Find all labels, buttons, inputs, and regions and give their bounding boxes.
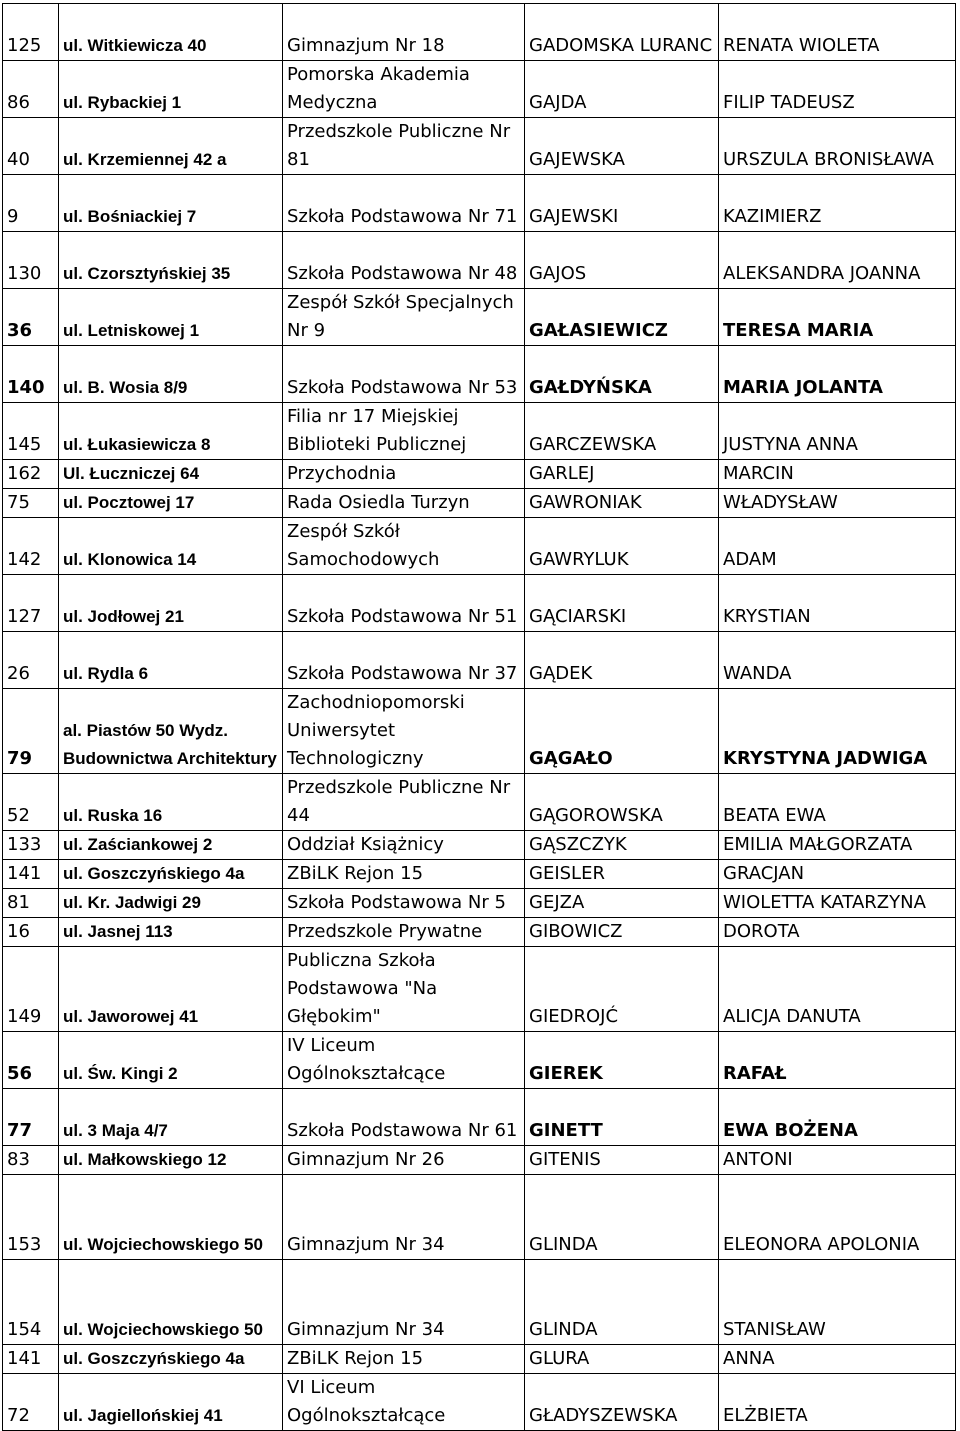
surname-cell: GEJZA xyxy=(525,889,719,918)
surname-cell: GAŁASIEWICZ xyxy=(525,289,719,346)
first-names-cell: BEATA EWA xyxy=(719,774,956,831)
institution-cell: ZBiLK Rejon 15 xyxy=(283,1345,525,1374)
table-row xyxy=(3,289,956,346)
street-cell: ul. Pocztowej 17 xyxy=(59,489,283,518)
row-number-cell: 79 xyxy=(3,689,59,774)
table-row xyxy=(3,947,956,1032)
first-names-cell: WIOLETTA KATARZYNA xyxy=(719,889,956,918)
table-row xyxy=(3,518,956,575)
first-names-cell: STANISŁAW xyxy=(719,1260,956,1345)
institution-cell: Oddział Książnicy xyxy=(283,831,525,860)
table-row xyxy=(3,1374,956,1431)
first-names-cell: EWA BOŻENA xyxy=(719,1089,956,1146)
first-names-cell: GRACJAN xyxy=(719,860,956,889)
table-row xyxy=(3,489,956,518)
row-number-cell: 145 xyxy=(3,403,59,460)
first-names-cell: MARCIN xyxy=(719,460,956,489)
street-cell: ul. Św. Kingi 2 xyxy=(59,1032,283,1089)
first-names-cell: ELŻBIETA xyxy=(719,1374,956,1431)
row-number-cell: 133 xyxy=(3,831,59,860)
row-number-cell: 9 xyxy=(3,175,59,232)
surname-cell: GĄGAŁO xyxy=(525,689,719,774)
street-cell: ul. 3 Maja 4/7 xyxy=(59,1089,283,1146)
surname-cell: GAWRONIAK xyxy=(525,489,719,518)
surname-cell: GĄDEK xyxy=(525,632,719,689)
institution-cell: Gimnazjum Nr 26 xyxy=(283,1146,525,1175)
surname-cell: GLINDA xyxy=(525,1260,719,1345)
row-number-cell: 125 xyxy=(3,4,59,61)
institution-cell: Zespół Szkół Specjalnych Nr 9 xyxy=(283,289,525,346)
surname-cell: GEISLER xyxy=(525,860,719,889)
table-row xyxy=(3,860,956,889)
first-names-cell: ELEONORA APOLONIA xyxy=(719,1175,956,1260)
row-number-cell: 149 xyxy=(3,947,59,1032)
row-number-cell: 72 xyxy=(3,1374,59,1431)
first-names-cell: URSZULA BRONISŁAWA xyxy=(719,118,956,175)
street-cell: ul. Klonowica 14 xyxy=(59,518,283,575)
table-row xyxy=(3,4,956,61)
first-names-cell: ANNA xyxy=(719,1345,956,1374)
table-row xyxy=(3,175,956,232)
street-cell: ul. Łukasiewicza 8 xyxy=(59,403,283,460)
table-row xyxy=(3,774,956,831)
institution-cell: VI Liceum Ogólnokształcące xyxy=(283,1374,525,1431)
first-names-cell: ADAM xyxy=(719,518,956,575)
surname-cell: GAJEWSKI xyxy=(525,175,719,232)
institution-cell: Pomorska Akademia Medyczna xyxy=(283,61,525,118)
institution-cell: Przedszkole Publiczne Nr 44 xyxy=(283,774,525,831)
table-row xyxy=(3,1032,956,1089)
surname-cell: GADOMSKA LURANC xyxy=(525,4,719,61)
row-number-cell: 52 xyxy=(3,774,59,831)
first-names-cell: EMILIA MAŁGORZATA xyxy=(719,831,956,860)
surname-cell: GITENIS xyxy=(525,1146,719,1175)
surname-cell: GARLEJ xyxy=(525,460,719,489)
row-number-cell: 154 xyxy=(3,1260,59,1345)
street-cell: ul. Krzemiennej 42 a xyxy=(59,118,283,175)
table-row xyxy=(3,632,956,689)
row-number-cell: 142 xyxy=(3,518,59,575)
street-cell: ul. Letniskowej 1 xyxy=(59,289,283,346)
surname-cell: GAJOS xyxy=(525,232,719,289)
street-cell: ul. Kr. Jadwigi 29 xyxy=(59,889,283,918)
institution-cell: Przedszkole Prywatne xyxy=(283,918,525,947)
surname-cell: GĄCIARSKI xyxy=(525,575,719,632)
street-cell: ul. Jagiellońskiej 41 xyxy=(59,1374,283,1431)
surname-cell: GĄGOROWSKA xyxy=(525,774,719,831)
first-names-cell: TERESA MARIA xyxy=(719,289,956,346)
row-number-cell: 86 xyxy=(3,61,59,118)
row-number-cell: 153 xyxy=(3,1175,59,1260)
row-number-cell: 40 xyxy=(3,118,59,175)
table-body xyxy=(3,4,956,1431)
row-number-cell: 77 xyxy=(3,1089,59,1146)
table-row xyxy=(3,1345,956,1374)
institution-cell: Szkoła Podstawowa Nr 48 xyxy=(283,232,525,289)
table-row xyxy=(3,575,956,632)
street-cell: ul. Rydla 6 xyxy=(59,632,283,689)
table-row xyxy=(3,918,956,947)
row-number-cell: 127 xyxy=(3,575,59,632)
surname-cell: GAJDA xyxy=(525,61,719,118)
institution-cell: Gimnazjum Nr 18 xyxy=(283,4,525,61)
members-table xyxy=(2,3,956,1431)
row-number-cell: 16 xyxy=(3,918,59,947)
institution-cell: Szkoła Podstawowa Nr 71 xyxy=(283,175,525,232)
row-number-cell: 56 xyxy=(3,1032,59,1089)
surname-cell: GIEDROJĆ xyxy=(525,947,719,1032)
street-cell: ul. Wojciechowskiego 50 xyxy=(59,1260,283,1345)
first-names-cell: FILIP TADEUSZ xyxy=(719,61,956,118)
table-row xyxy=(3,831,956,860)
first-names-cell: RENATA WIOLETA xyxy=(719,4,956,61)
street-cell: ul. Rybackiej 1 xyxy=(59,61,283,118)
street-cell: ul. Zaściankowej 2 xyxy=(59,831,283,860)
first-names-cell: WŁADYSŁAW xyxy=(719,489,956,518)
street-cell: ul. Małkowskiego 12 xyxy=(59,1146,283,1175)
street-cell: ul. Jasnej 113 xyxy=(59,918,283,947)
row-number-cell: 162 xyxy=(3,460,59,489)
table-row xyxy=(3,118,956,175)
first-names-cell: ALICJA DANUTA xyxy=(719,947,956,1032)
street-cell: ul. Czorsztyńskiej 35 xyxy=(59,232,283,289)
row-number-cell: 130 xyxy=(3,232,59,289)
table-row xyxy=(3,232,956,289)
first-names-cell: DOROTA xyxy=(719,918,956,947)
street-cell: ul. B. Wosia 8/9 xyxy=(59,346,283,403)
institution-cell: Szkoła Podstawowa Nr 37 xyxy=(283,632,525,689)
surname-cell: GLINDA xyxy=(525,1175,719,1260)
surname-cell: GIBOWICZ xyxy=(525,918,719,947)
surname-cell: GAŁDYŃSKA xyxy=(525,346,719,403)
surname-cell: GĄSZCZYK xyxy=(525,831,719,860)
institution-cell: Szkoła Podstawowa Nr 51 xyxy=(283,575,525,632)
first-names-cell: ALEKSANDRA JOANNA xyxy=(719,232,956,289)
street-cell: ul. Bośniackiej 7 xyxy=(59,175,283,232)
street-cell: ul. Jaworowej 41 xyxy=(59,947,283,1032)
first-names-cell: ANTONI xyxy=(719,1146,956,1175)
street-cell: ul. Ruska 16 xyxy=(59,774,283,831)
table-row xyxy=(3,689,956,774)
table-row xyxy=(3,346,956,403)
street-cell: ul. Goszczyńskiego 4a xyxy=(59,1345,283,1374)
table-row xyxy=(3,61,956,118)
row-number-cell: 83 xyxy=(3,1146,59,1175)
first-names-cell: MARIA JOLANTA xyxy=(719,346,956,403)
institution-cell: Szkoła Podstawowa Nr 53 xyxy=(283,346,525,403)
street-cell: ul. Wojciechowskiego 50 xyxy=(59,1175,283,1260)
table-row xyxy=(3,403,956,460)
institution-cell: Filia nr 17 Miejskiej Biblioteki Publicznej xyxy=(283,403,525,460)
institution-cell: ZBiLK Rejon 15 xyxy=(283,860,525,889)
surname-cell: GLURA xyxy=(525,1345,719,1374)
institution-cell: Gimnazjum Nr 34 xyxy=(283,1260,525,1345)
surname-cell: GŁADYSZEWSKA xyxy=(525,1374,719,1431)
street-cell: ul. Goszczyńskiego 4a xyxy=(59,860,283,889)
row-number-cell: 141 xyxy=(3,1345,59,1374)
surname-cell: GIEREK xyxy=(525,1032,719,1089)
first-names-cell: JUSTYNA ANNA xyxy=(719,403,956,460)
surname-cell: GINETT xyxy=(525,1089,719,1146)
street-cell: ul. Witkiewicza 40 xyxy=(59,4,283,61)
institution-cell: Zespół Szkół Samochodowych xyxy=(283,518,525,575)
row-number-cell: 26 xyxy=(3,632,59,689)
table-row xyxy=(3,1146,956,1175)
row-number-cell: 36 xyxy=(3,289,59,346)
row-number-cell: 141 xyxy=(3,860,59,889)
institution-cell: Gimnazjum Nr 34 xyxy=(283,1175,525,1260)
table-row xyxy=(3,1089,956,1146)
first-names-cell: KAZIMIERZ xyxy=(719,175,956,232)
surname-cell: GARCZEWSKA xyxy=(525,403,719,460)
institution-cell: Zachodniopomorski Uniwersytet Technologiczny xyxy=(283,689,525,774)
institution-cell: Szkoła Podstawowa Nr 5 xyxy=(283,889,525,918)
institution-cell: Publiczna Szkoła Podstawowa "Na Głębokim" xyxy=(283,947,525,1032)
table-row xyxy=(3,889,956,918)
institution-cell: Przedszkole Publiczne Nr 81 xyxy=(283,118,525,175)
row-number-cell: 75 xyxy=(3,489,59,518)
institution-cell: Szkoła Podstawowa Nr 61 xyxy=(283,1089,525,1146)
row-number-cell: 140 xyxy=(3,346,59,403)
street-cell: Ul. Łuczniczej 64 xyxy=(59,460,283,489)
table-row xyxy=(3,1175,956,1260)
row-number-cell: 81 xyxy=(3,889,59,918)
institution-cell: Przychodnia xyxy=(283,460,525,489)
surname-cell: GAJEWSKA xyxy=(525,118,719,175)
first-names-cell: KRYSTIAN xyxy=(719,575,956,632)
street-cell: al. Piastów 50 Wydz. Budownictwa Architektury xyxy=(59,689,283,774)
first-names-cell: KRYSTYNA JADWIGA xyxy=(719,689,956,774)
institution-cell: Rada Osiedla Turzyn xyxy=(283,489,525,518)
table-row xyxy=(3,460,956,489)
street-cell: ul. Jodłowej 21 xyxy=(59,575,283,632)
institution-cell: IV Liceum Ogólnokształcące xyxy=(283,1032,525,1089)
table-row xyxy=(3,1260,956,1345)
first-names-cell: RAFAŁ xyxy=(719,1032,956,1089)
surname-cell: GAWRYLUK xyxy=(525,518,719,575)
first-names-cell: WANDA xyxy=(719,632,956,689)
